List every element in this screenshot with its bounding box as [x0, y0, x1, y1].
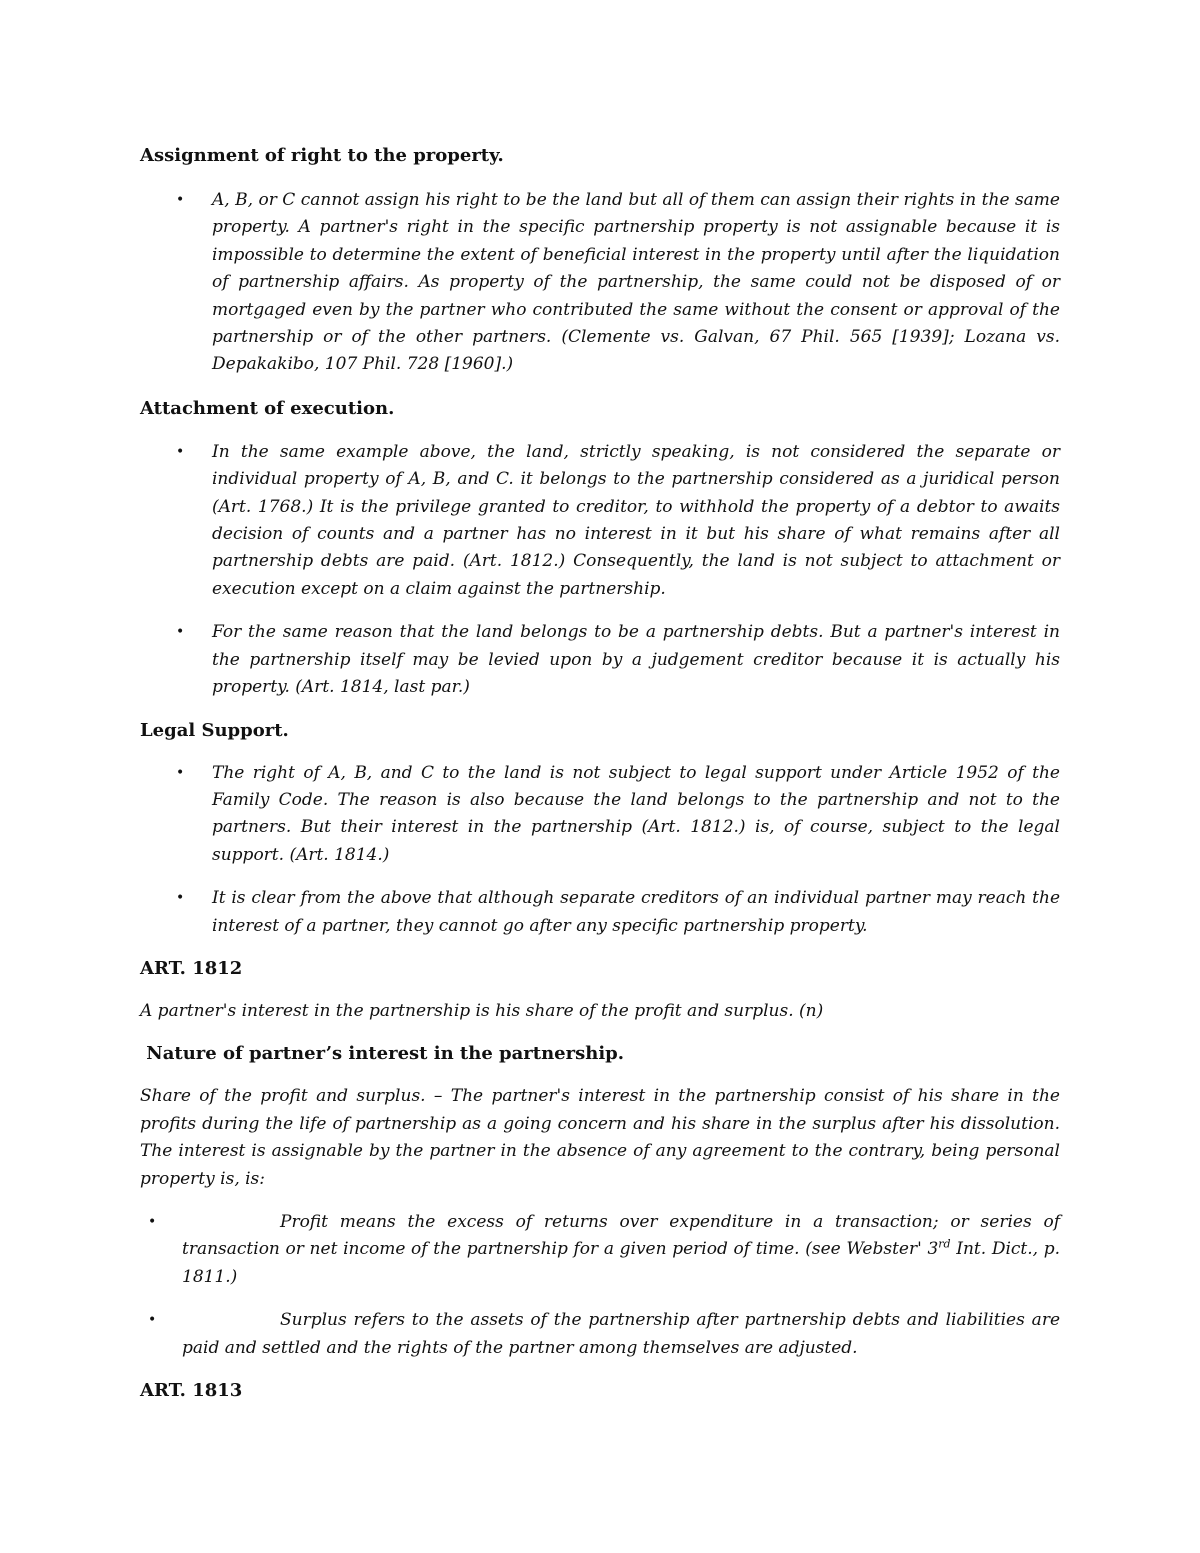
article-1812-text: A partner's interest in the partnership is his share of the profit and surplus. (n): [140, 1000, 824, 1021]
bullet-icon: •: [176, 764, 185, 781]
article-1812-heading: ART. 1812: [140, 957, 243, 979]
list-item: • In the same example above, the land, strictly speaking, is not considered the separate or individual property of A, B, and C. it belongs to the partnership considered as a juridical person (Art. 1768.) It is the privilege granted to creditor, to withhold the property of a debtor to awaits decision of counts and a partner has no interest in it but his share of what remains after all partnership debts are paid. (Art. 1812.) Consequently, the land is not subject to attachment or execution except on a claim against the partnership.: [140, 439, 1060, 603]
legal-support-list: [140, 760, 1060, 940]
list-item: • It is clear from the above that although separate creditors of an individual partner may reach the interest of a partner, they cannot go after any specific partnership property.: [140, 885, 1060, 940]
list-item: • Surplus refers to the assets of the partnership after partnership debts and liabilities are paid and settled and the rights of the partner among themselves are adjusted.: [140, 1307, 1060, 1362]
section-heading-nature: Nature of partner’s interest in the partnership.: [140, 1043, 625, 1065]
article-1813-heading: ART. 1813: [140, 1380, 243, 1401]
section-heading-assignment: Assignment of right to the property.: [140, 145, 504, 166]
list-item: • Profit means the excess of returns over expenditure in a transaction; or series of transaction or net income of the partnership for a given period of time. (see Webster' 3rd Int. Dict., p. 1811.): [140, 1209, 1060, 1291]
bullet-icon: •: [176, 443, 185, 460]
nature-list: [140, 1209, 1060, 1362]
attachment-list: [140, 439, 1060, 702]
bullet-icon: •: [148, 1213, 157, 1230]
bullet-icon: •: [148, 1312, 157, 1329]
list-item: • The right of A, B, and C to the land is not subject to legal support under Article 1952 of the Family Code. The reason is also because the land belongs to the partnership and not to the partners. But their interest in the partnership (Art. 1812.) is, of course, subject to the legal support. (Art. 1814.): [140, 760, 1060, 870]
bullet-icon: •: [176, 192, 185, 208]
list-item: • A, B, or C cannot assign his right to be the land but all of them can assign their rights in the same property. A partner's right in the specific partnership property is not assignable because it is impossible to determine the extent of beneficial interest in the property until after the liquidation of partnership affairs. As property of the partnership, the same could not be disposed of or mortgaged even by the partner who contributed the same without the consent or approval of the partnership or of the other partners. (Clemente vs. Galvan, 67 Phil. 565 [1939]; Lozana vs. Depakakibo, 107 Phil. 728 [1960].): [140, 187, 1060, 379]
bullet-icon: •: [176, 624, 185, 641]
section-heading-attachment: Attachment of execution.: [140, 397, 395, 419]
nature-paragraph: Share of the profit and surplus. – The partner's interest in the partnership consist of his share in the profits during the life of partnership as a going concern and his share in the surplus after his dissolution. The interest is assignable by the partner in the absence of any agreement to the contrary, being personal property is, is:: [140, 1086, 1060, 1189]
assignment-list: [140, 187, 1060, 379]
bullet-icon: •: [176, 890, 185, 907]
document-page: [140, 140, 1060, 1404]
list-item: • For the same reason that the land belongs to be a partnership debts. But a partner's interest in the partnership itself may be levied upon by a judgement creditor because it is actually his property. (Art. 1814, last par.): [140, 619, 1060, 701]
section-heading-legal-support: Legal Support.: [140, 719, 289, 741]
